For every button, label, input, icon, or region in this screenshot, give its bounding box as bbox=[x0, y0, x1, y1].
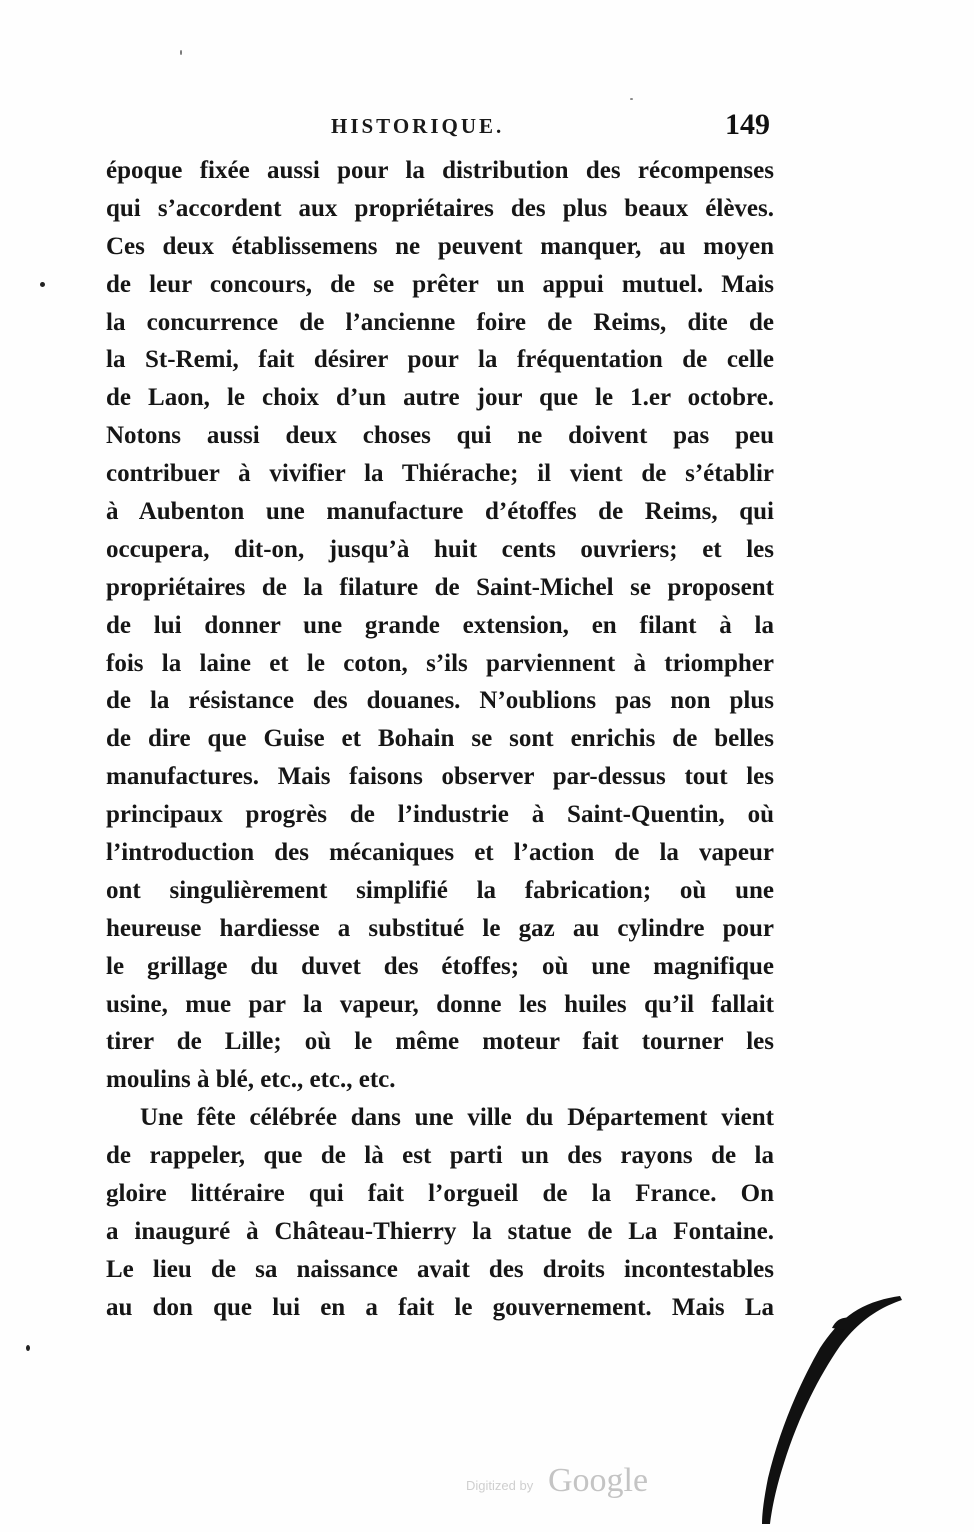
watermark-prefix: Digitized by bbox=[466, 1478, 534, 1493]
text-line: Notons aussi deux choses qui ne doivent pas peu bbox=[106, 422, 774, 450]
text-line: a inauguré à Château-Thierry la statue de La Fontaine. bbox=[106, 1217, 774, 1245]
text-line: Ces deux établissemens ne peuvent manquer, au moyen bbox=[106, 232, 774, 260]
pencil-stroke bbox=[762, 1296, 902, 1524]
text-line: manufactures. Mais faisons observer par-dessus tout les bbox=[106, 763, 774, 791]
text-line: contribuer à vivifier la Thiérache; il vient de s’établir bbox=[106, 460, 774, 488]
text-line: à Aubenton une manufacture d’étoffes de Reims, qui bbox=[106, 498, 774, 526]
text-line: au don que lui en a fait le gouvernement. Mais La bbox=[106, 1293, 774, 1321]
text-line: le grillage du duvet des étoffes; où une magnifique bbox=[106, 952, 774, 980]
ink-speck bbox=[180, 50, 182, 55]
text-line: heureuse hardiesse a substitué le gaz au cylindre pour bbox=[106, 914, 774, 942]
pencil-stroke-mark bbox=[740, 1288, 910, 1528]
ink-speck bbox=[630, 98, 633, 100]
body-text bbox=[106, 152, 774, 1327]
text-line: l’introduction des mécaniques et l’action de la vapeur bbox=[106, 839, 774, 867]
text-line: propriétaires de la filature de Saint-Michel se proposent bbox=[106, 573, 774, 601]
text-line: ont singulièrement simplifié la fabrication; où une bbox=[106, 876, 774, 904]
running-title: HISTORIQUE. bbox=[331, 114, 505, 138]
text-line: fois la laine et le coton, s’ils parviennent à triompher bbox=[106, 649, 774, 677]
text-line: Le lieu de sa naissance avait des droits incontestables bbox=[106, 1255, 774, 1283]
ink-speck bbox=[26, 1345, 30, 1351]
text-line-paragraph-start: Une fête célébrée dans une ville du Département vient bbox=[140, 1104, 774, 1132]
text-line: tirer de Lille; où le même moteur fait tourner les bbox=[106, 1028, 774, 1056]
text-line-paragraph-end: moulins à blé, etc., etc., etc. bbox=[106, 1066, 396, 1094]
text-line: de dire que Guise et Bohain se sont enrichis de belles bbox=[106, 725, 774, 753]
text-line: de la résistance des douanes. N’oublions pas non plus bbox=[106, 687, 774, 715]
digitization-watermark bbox=[466, 1462, 676, 1502]
text-line: usine, mue par la vapeur, donne les huiles qu’il fallait bbox=[106, 990, 774, 1018]
text-line: gloire littéraire qui fait l’orgueil de la France. On bbox=[106, 1180, 774, 1208]
page-number: 149 bbox=[725, 108, 770, 141]
text-line: la St-Remi, fait désirer pour la fréquentation de celle bbox=[106, 346, 774, 374]
text-line: qui s’accordent aux propriétaires des plus beaux élèves. bbox=[106, 194, 774, 222]
watermark-logo: Google bbox=[548, 1462, 649, 1499]
text-line: époque fixée aussi pour la distribution des récompenses bbox=[106, 157, 774, 184]
text-line: la concurrence de l’ancienne foire de Reims, dite de bbox=[106, 308, 774, 336]
text-line: principaux progrès de l’industrie à Saint-Quentin, où bbox=[106, 801, 774, 829]
running-head bbox=[106, 108, 774, 148]
text-line: de rappeler, que de là est parti un des rayons de la bbox=[106, 1142, 774, 1170]
ink-speck bbox=[40, 282, 45, 287]
text-line: de leur concours, de se prêter un appui mutuel. Mais bbox=[106, 270, 774, 298]
text-line: de Laon, le choix d’un autre jour que le 1.er octobre. bbox=[106, 384, 774, 412]
text-line: de lui donner une grande extension, en filant à la bbox=[106, 611, 774, 639]
text-line: occupera, dit-on, jusqu’à huit cents ouvriers; et les bbox=[106, 535, 774, 563]
